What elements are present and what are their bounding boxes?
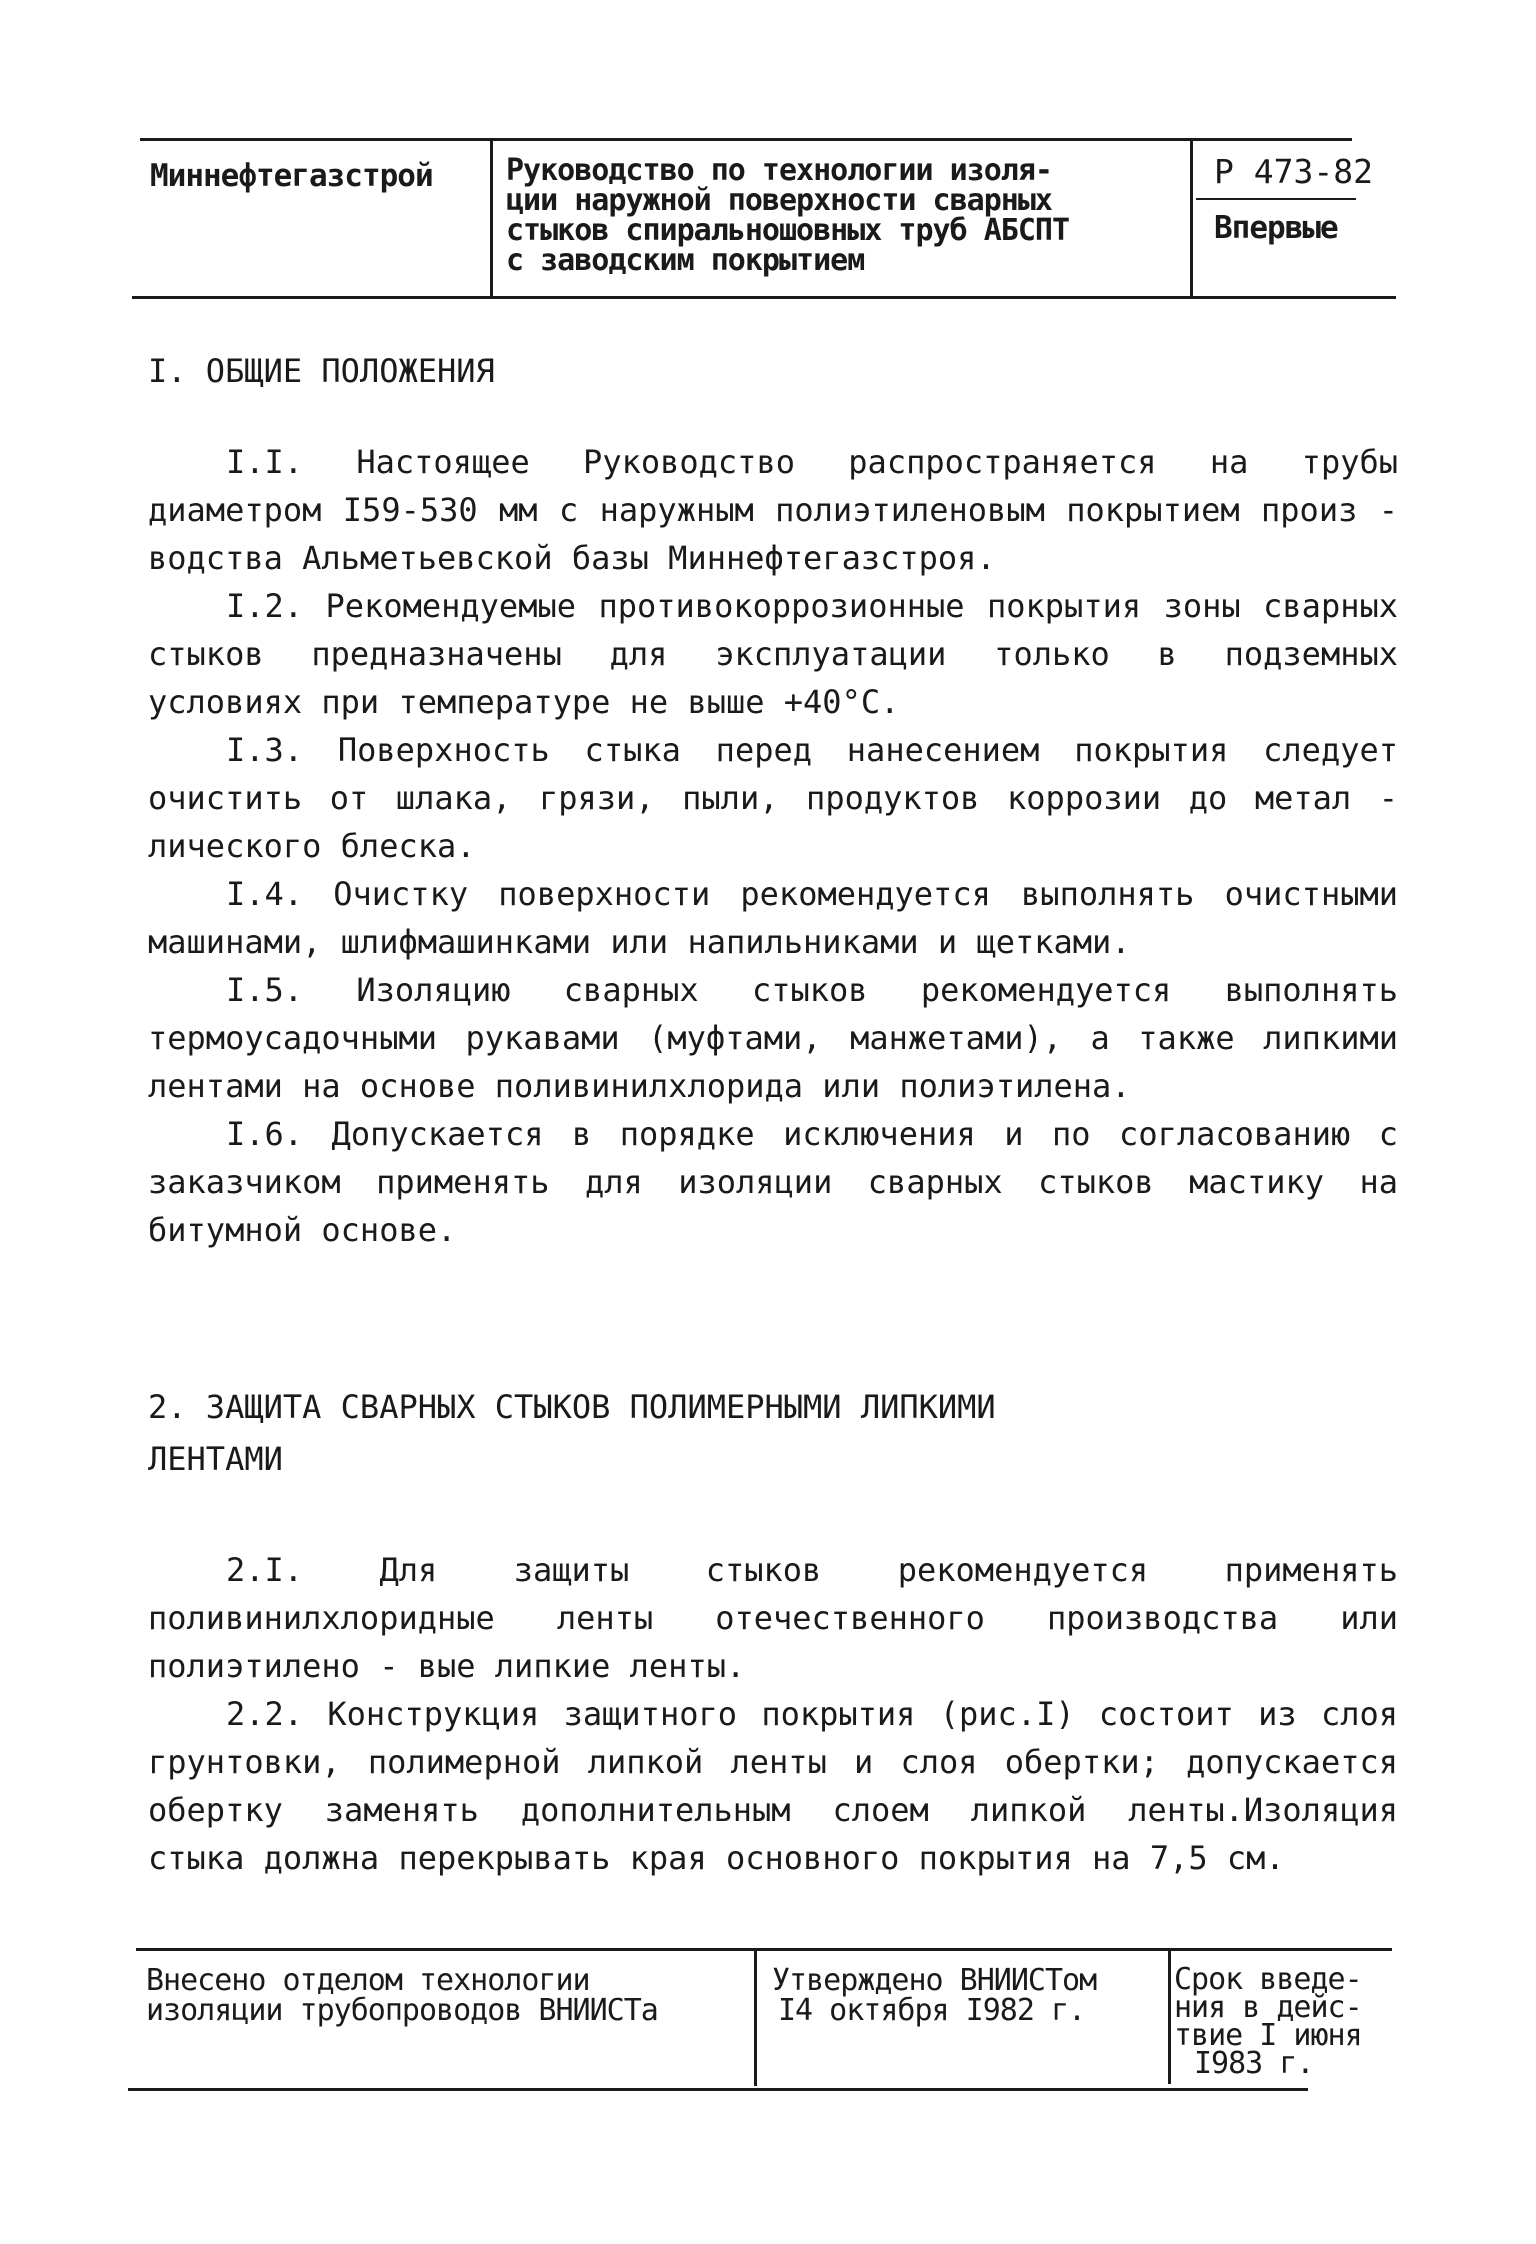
document-code: Р 473-82 [1214, 152, 1373, 191]
effective-line: твие I июня [1174, 2018, 1362, 2053]
paragraph-2-1: 2.I. Для защиты стыков рекомендуется применять поливинилхлоридные ленты отечественного производства или полиэтилено - вые липкие ленты. [148, 1551, 1398, 1685]
header-top-rule [140, 138, 1352, 141]
title-line: Руководство по технологии изоля- [506, 153, 1052, 188]
approved-line: I4 октября I982 г. [778, 1993, 1086, 2028]
paragraph-1-1: I.I. Настоящее Руководство распространяется на трубы диаметром I59-530 мм с наружным полиэтиленовым покрытием произ - водства Альметьевской базы Миннефтегазстроя. [148, 443, 1398, 577]
section-1-heading: I. ОБЩИЕ ПОЛОЖЕНИЯ [148, 352, 495, 390]
footer-bottom-rule [128, 2088, 1308, 2091]
paragraph-2-2: 2.2. Конструкция защитного покрытия (рис.I) состоит из слоя грунтовки, полимерной липкой ленты и слоя обертки; допускается обертку заменять дополнительным слоем липкой ленты.Изоляция стыка должна перекрывать края основного покрытия на 7,5 см. [148, 1695, 1398, 1877]
approved-line: Утверждено ВНИИСТом [772, 1963, 1097, 1998]
section-2-heading-cont: ЛЕНТАМИ [148, 1440, 283, 1478]
effective-line: I983 г. [1194, 2046, 1314, 2081]
effective-date [1174, 1962, 1394, 2081]
introduced-line: Внесено отделом технологии [146, 1963, 590, 1998]
document-footer [128, 1948, 1418, 2098]
title-line: с заводским покрытием [506, 243, 865, 278]
paragraph-1-3: I.3. Поверхность стыка перед нанесением покрытия следует очистить от шлака, грязи, пыли, продуктов коррозии до метал - лического блеска. [148, 731, 1398, 865]
header-bottom-rule [132, 296, 1396, 299]
effective-line: Срок введе- [1174, 1962, 1362, 1997]
section-2-heading: 2. ЗАЩИТА СВАРНЫХ СТЫКОВ ПОЛИМЕРНЫМИ ЛИПКИМИ [148, 1388, 996, 1426]
organization-name: Миннефтегазстрой [150, 158, 433, 194]
header-divider [490, 138, 493, 296]
title-line: ции наружной поверхности сварных [506, 183, 1052, 218]
header-divider [1190, 138, 1193, 296]
introduced-line: изоляции трубопроводов ВНИИСТа [146, 1993, 658, 2028]
document-title [506, 153, 1186, 278]
footer-top-rule [136, 1948, 1392, 1951]
effective-line: ния в дейс- [1174, 1990, 1362, 2025]
paragraph-1-4: I.4. Очистку поверхности рекомендуется выполнять очистными машинами, шлифмашинками или напильниками и щетками. [148, 875, 1398, 961]
title-line: стыков спиральношовных труб АБСПТ [506, 213, 1070, 248]
paragraph-1-2: I.2. Рекомендуемые противокоррозионные покрытия зоны сварных стыков предназначены для эксплуатации только в подземных условиях при температуре не выше +40°С. [148, 587, 1398, 721]
footer-divider [754, 1948, 757, 2086]
footer-divider [1168, 1948, 1171, 2084]
first-issue-label: Впервые [1214, 210, 1338, 246]
document-header [132, 138, 1392, 298]
code-rule [1196, 198, 1356, 200]
introduced-by [146, 1963, 746, 2028]
paragraph-1-6: I.6. Допускается в порядке исключения и по согласованию с заказчиком применять для изоляции сварных стыков мастику на битумной основе. [148, 1115, 1398, 1249]
paragraph-1-5: I.5. Изоляцию сварных стыков рекомендуется выполнять термоусадочными рукавами (муфтами, манжетами), а также липкими лентами на основе поливинилхлорида или полиэтилена. [148, 971, 1398, 1105]
approved-by [772, 1963, 1162, 2028]
